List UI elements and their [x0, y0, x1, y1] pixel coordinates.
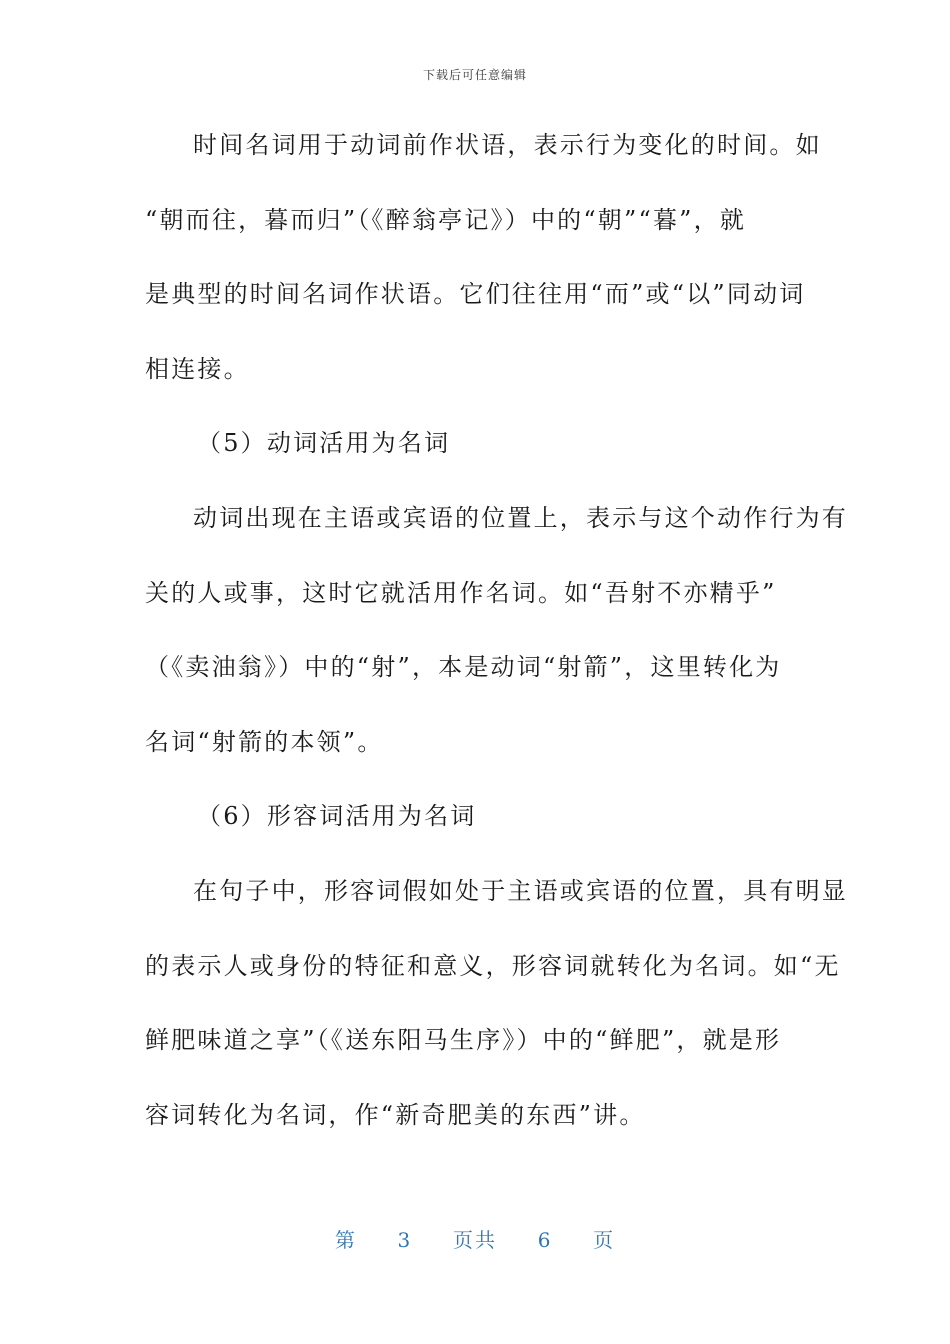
footer-suffix: 页	[593, 1228, 616, 1252]
page-footer	[0, 1224, 950, 1253]
total-pages-number: 6	[537, 1228, 553, 1252]
document-body	[145, 120, 848, 1164]
paragraph-line: 时间名词用于动词前作状语，表示行为变化的时间。如	[193, 131, 822, 159]
paragraph-line: 相连接。	[145, 354, 250, 383]
page-header: 下载后可任意编辑	[422, 68, 527, 82]
paragraph-line: 鲜肥味道之享”（《送东阳马生序》）中的“鲜肥”，就是形	[145, 1026, 782, 1055]
paragraph-line: 容词转化为名词，作“新奇肥美的东西”讲。	[145, 1100, 646, 1129]
paragraph-line: “朝而往，暮而归”（《醉翁亭记》）中的“朝”“暮”，就	[145, 205, 747, 234]
current-page-number: 3	[397, 1228, 413, 1252]
paragraph-line: 名词“射箭的本领”。	[145, 727, 384, 756]
section-heading: （5）动词活用为名词	[197, 429, 451, 458]
paragraph-line: （《卖油翁》）中的“射”，本是动词“射箭”，这里转化为	[145, 653, 782, 682]
paragraph-line: 是典型的时间名词作状语。它们往往用“而”或“以”同动词	[145, 280, 806, 309]
paragraph-line: 在句子中，形容词假如处于主语或宾语的位置，具有明显	[193, 876, 848, 905]
paragraph-line: 的表示人或身份的特征和意义，形容词就转化为名词。如“无	[145, 951, 841, 980]
section-heading: （6）形容词活用为名词	[197, 802, 477, 831]
paragraph-line: 关的人或事，这时它就活用作名词。如“吾射不亦精乎”	[145, 578, 777, 607]
footer-middle: 页共	[453, 1228, 497, 1252]
paragraph-line: 动词出现在主语或宾语的位置上，表示与这个动作行为有	[193, 503, 848, 532]
footer-prefix: 第	[334, 1228, 357, 1252]
